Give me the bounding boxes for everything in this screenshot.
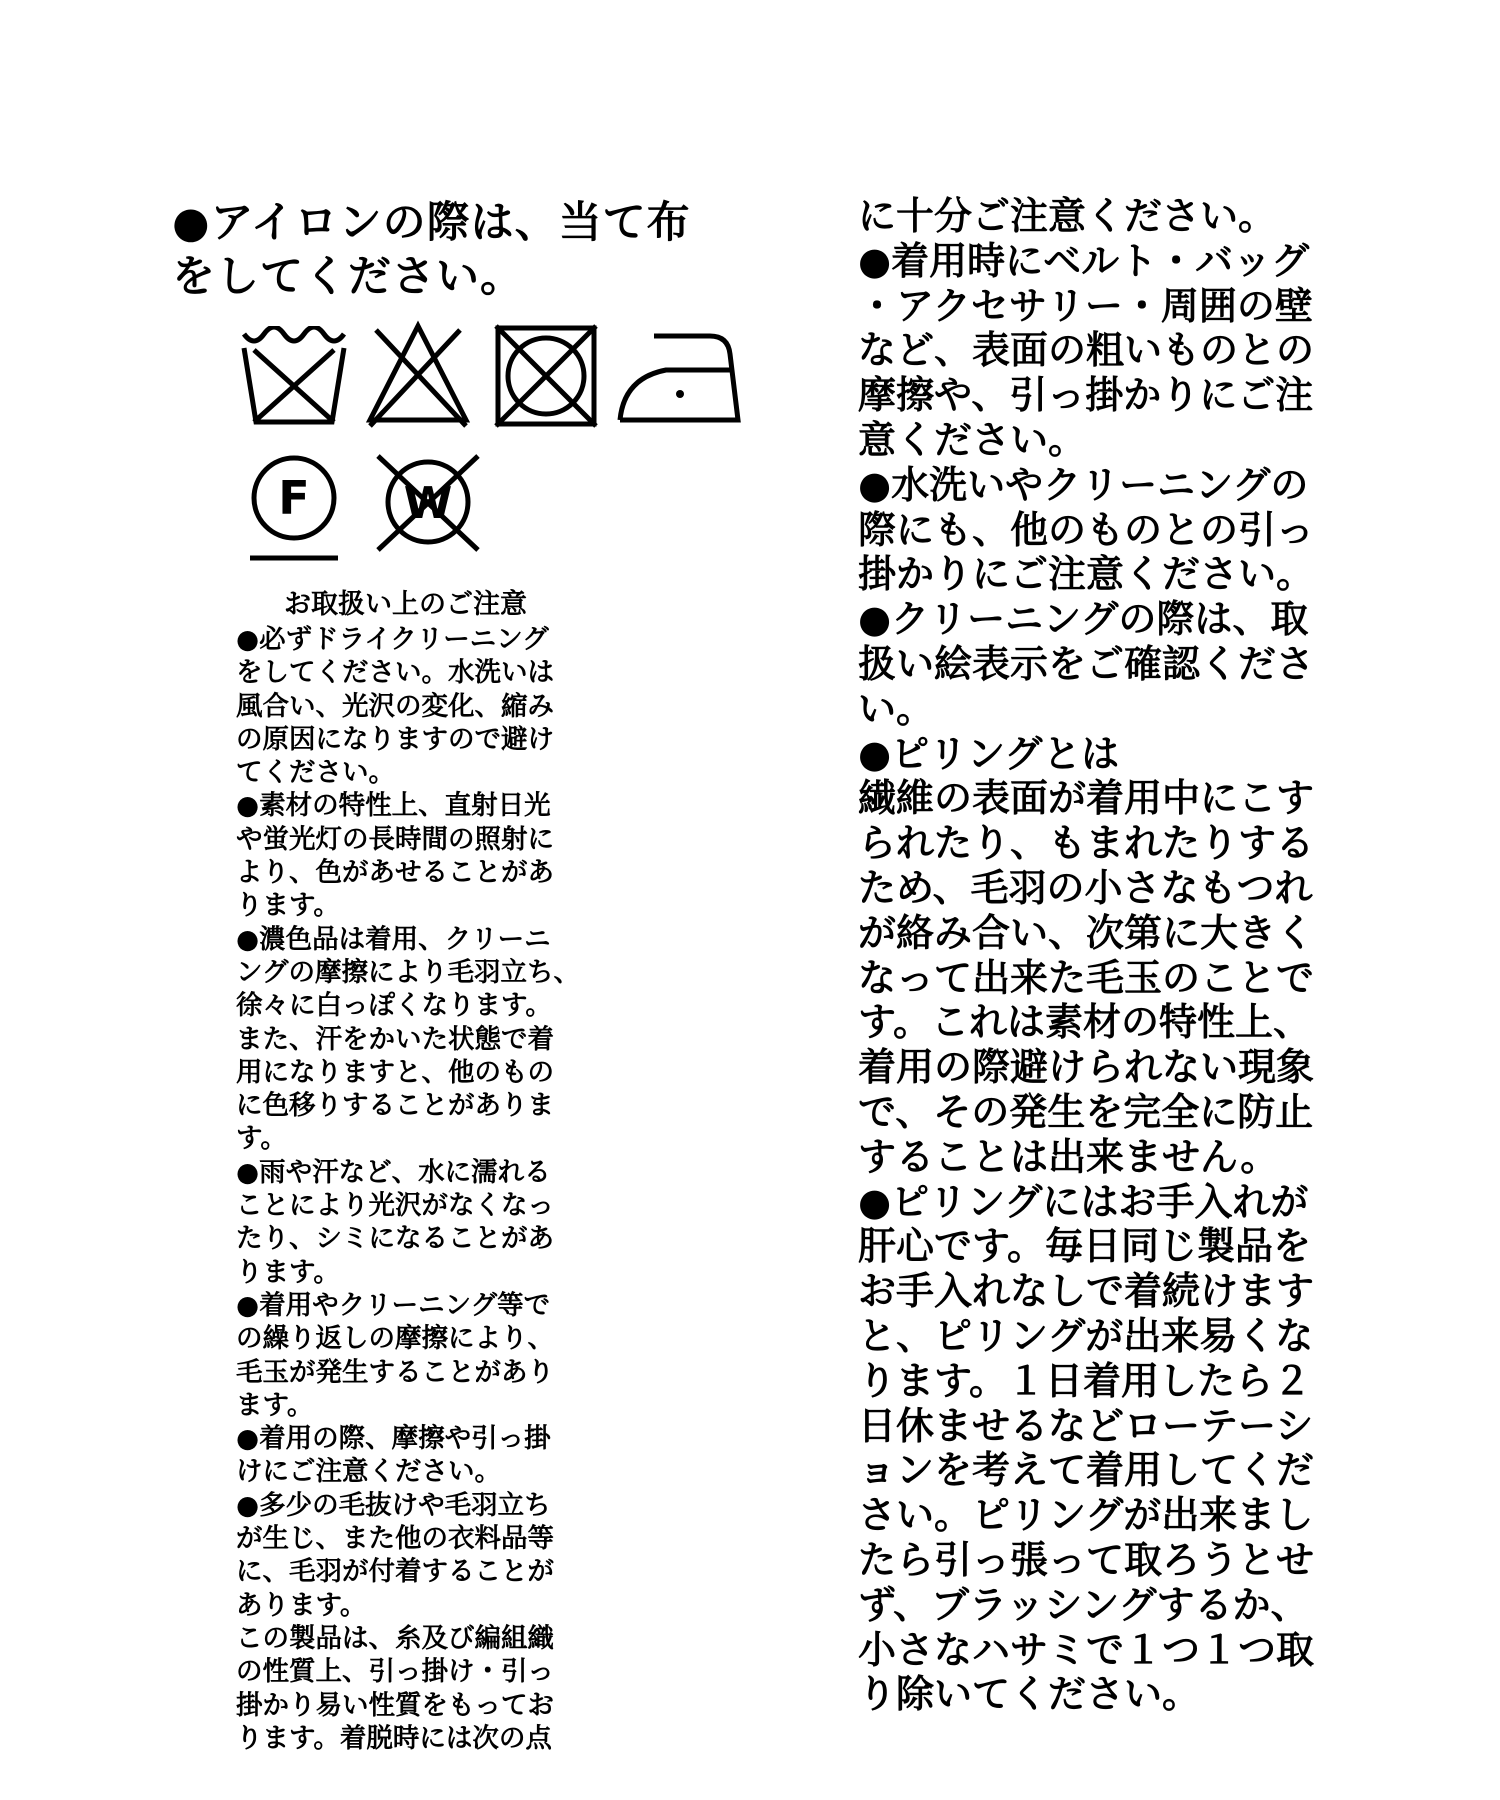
left-note-line: 風合い、光沢の変化、縮み bbox=[236, 690, 554, 722]
left-note-line: や蛍光灯の長時間の照射に bbox=[236, 823, 554, 855]
handling-notes-right bbox=[858, 194, 1418, 1717]
left-note-line: また、汗をかいた状態で着 bbox=[236, 1023, 554, 1055]
left-note-line: に色移りすることがありま bbox=[236, 1090, 554, 1122]
left-note-line: けにご注意ください。 bbox=[236, 1456, 501, 1488]
left-note-line: が生じ、また他の衣料品等 bbox=[236, 1523, 554, 1555]
right-note-line: ため、毛羽の小さなもつれ bbox=[858, 865, 1313, 910]
right-note-line: さい。ピリングが出来まし bbox=[858, 1493, 1314, 1538]
right-note-line: お手入れなしで着続けます bbox=[858, 1269, 1315, 1314]
dry-clean-f-icon bbox=[244, 452, 344, 564]
care-symbols bbox=[240, 326, 760, 566]
left-note-line: ●着用の際、摩擦や引っ掛 bbox=[236, 1423, 551, 1455]
left-note-line: この製品は、糸及び編組織 bbox=[236, 1622, 554, 1654]
right-note-line: ります。１日着用したら２ bbox=[858, 1358, 1311, 1403]
no-wet-cleaning-icon bbox=[368, 450, 488, 556]
handling-notes-left bbox=[236, 623, 656, 1755]
left-note-line: ●必ずドライクリーニング bbox=[236, 624, 549, 655]
left-note-line: ります。 bbox=[236, 1256, 340, 1288]
left-note-line: ●濃色品は着用、クリーニ bbox=[236, 923, 551, 955]
right-note-line: ●ピリングとは bbox=[858, 731, 1120, 776]
dry-clean-letter: F bbox=[278, 471, 310, 525]
wet-clean-letter: W bbox=[403, 478, 453, 529]
right-note-line: 繊維の表面が着用中にこす bbox=[858, 776, 1315, 821]
left-note-line: ります。 bbox=[236, 890, 340, 922]
iron-low-temperature-icon bbox=[616, 326, 742, 426]
right-note-line: 肝心です。毎日同じ製品を bbox=[858, 1224, 1311, 1269]
left-note-line: をしてください。水洗いは bbox=[236, 657, 554, 689]
do-not-wash-icon bbox=[240, 326, 352, 430]
left-note-line: す。 bbox=[236, 1123, 287, 1155]
right-note-line: 日休ませるなどローテーシ bbox=[858, 1403, 1314, 1448]
left-note-line: の性質上、引っ掛け・引っ bbox=[236, 1656, 554, 1688]
right-note-line: ●ピリングにはお手入れが bbox=[858, 1179, 1309, 1224]
right-note-line: ●着用時にベルト・バッグ bbox=[858, 238, 1310, 283]
right-note-line: 掛かりにご注意ください。 bbox=[858, 552, 1315, 597]
iron-note-line: ●アイロンの際は、当て布 bbox=[172, 198, 691, 248]
left-note-line: の繰り返しの摩擦により、 bbox=[236, 1323, 554, 1355]
right-note-line: ●水洗いやクリーニングの bbox=[858, 462, 1309, 507]
left-note-line: 用になりますと、他のもの bbox=[236, 1056, 554, 1088]
right-note-line: 扱い絵表示をご確認くださ bbox=[858, 641, 1315, 686]
left-note-line: の原因になりますので避け bbox=[236, 723, 554, 755]
right-note-line: に十分ご注意ください。 bbox=[858, 194, 1277, 238]
right-note-line: ・アクセサリー・周囲の壁 bbox=[858, 283, 1313, 328]
right-note-line: 摩擦や、引っ掛かりにご注 bbox=[858, 373, 1314, 418]
do-not-bleach-icon bbox=[362, 320, 474, 430]
right-note-line: なって出来た毛玉のことで bbox=[858, 955, 1315, 1000]
handling-notes-title: お取扱い上のご注意 bbox=[284, 589, 527, 620]
right-note-line: 際にも、他のものとの引っ bbox=[858, 507, 1315, 552]
right-note-line: など、表面の粗いものとの bbox=[858, 328, 1315, 373]
left-note-line: 徐々に白っぽくなります。 bbox=[236, 990, 552, 1022]
right-note-line: す。これは素材の特性上、 bbox=[858, 1000, 1311, 1045]
iron-note bbox=[172, 196, 792, 304]
right-note-line: ョンを考えて着用してくだ bbox=[858, 1448, 1315, 1493]
left-note-line: ングの摩擦により毛羽立ち、 bbox=[236, 956, 580, 988]
left-note-line: ことにより光沢がなくなっ bbox=[236, 1190, 554, 1222]
right-note-line: たら引っ張って取ろうとせ bbox=[858, 1537, 1315, 1582]
right-note-line: 着用の際避けられない現象 bbox=[858, 1045, 1315, 1090]
right-note-line: り除いてください。 bbox=[858, 1672, 1201, 1717]
iron-note-line: をしてください。 bbox=[172, 252, 524, 302]
left-note-line: てください。 bbox=[236, 757, 395, 789]
left-note-line: たり、シミになることがあ bbox=[236, 1223, 554, 1255]
right-note-line: で、その発生を完全に防止 bbox=[858, 1089, 1314, 1134]
left-note-line: より、色があせることがあ bbox=[236, 857, 554, 889]
left-note-line: に、毛羽が付着することが bbox=[236, 1556, 554, 1588]
right-note-line: することは出来ません。 bbox=[858, 1134, 1279, 1179]
right-note-line: が絡み合い、次第に大きく bbox=[858, 910, 1315, 955]
left-note-line: ●着用やクリーニング等で bbox=[236, 1289, 551, 1321]
right-note-line: ●クリーニングの際は、取 bbox=[858, 597, 1309, 642]
left-note-line: あります。 bbox=[236, 1589, 367, 1621]
left-note-line: ます。 bbox=[236, 1389, 314, 1421]
right-note-line: 小さなハサミで１つ１つ取 bbox=[858, 1627, 1315, 1672]
left-note-line: ●雨や汗など、水に濡れる bbox=[236, 1156, 551, 1188]
left-note-line: 掛かり易い性質をもってお bbox=[236, 1689, 554, 1721]
left-note-line: 毛玉が発生することがあり bbox=[236, 1356, 554, 1388]
do-not-tumble-dry-icon bbox=[492, 322, 600, 430]
right-note-line: い。 bbox=[858, 686, 935, 731]
right-note-line: と、ピリングが出来易くな bbox=[858, 1313, 1314, 1358]
right-note-line: ず、ブラッシングするか、 bbox=[858, 1582, 1309, 1627]
right-note-line: 意ください。 bbox=[858, 417, 1087, 462]
left-note-line: ●多少の毛抜けや毛羽立ち bbox=[236, 1489, 551, 1521]
right-note-line: られたり、もまれたりする bbox=[858, 821, 1315, 866]
left-note-line: ●素材の特性上、直射日光 bbox=[236, 790, 551, 822]
left-note-line: ります。着脱時には次の点 bbox=[236, 1722, 552, 1754]
